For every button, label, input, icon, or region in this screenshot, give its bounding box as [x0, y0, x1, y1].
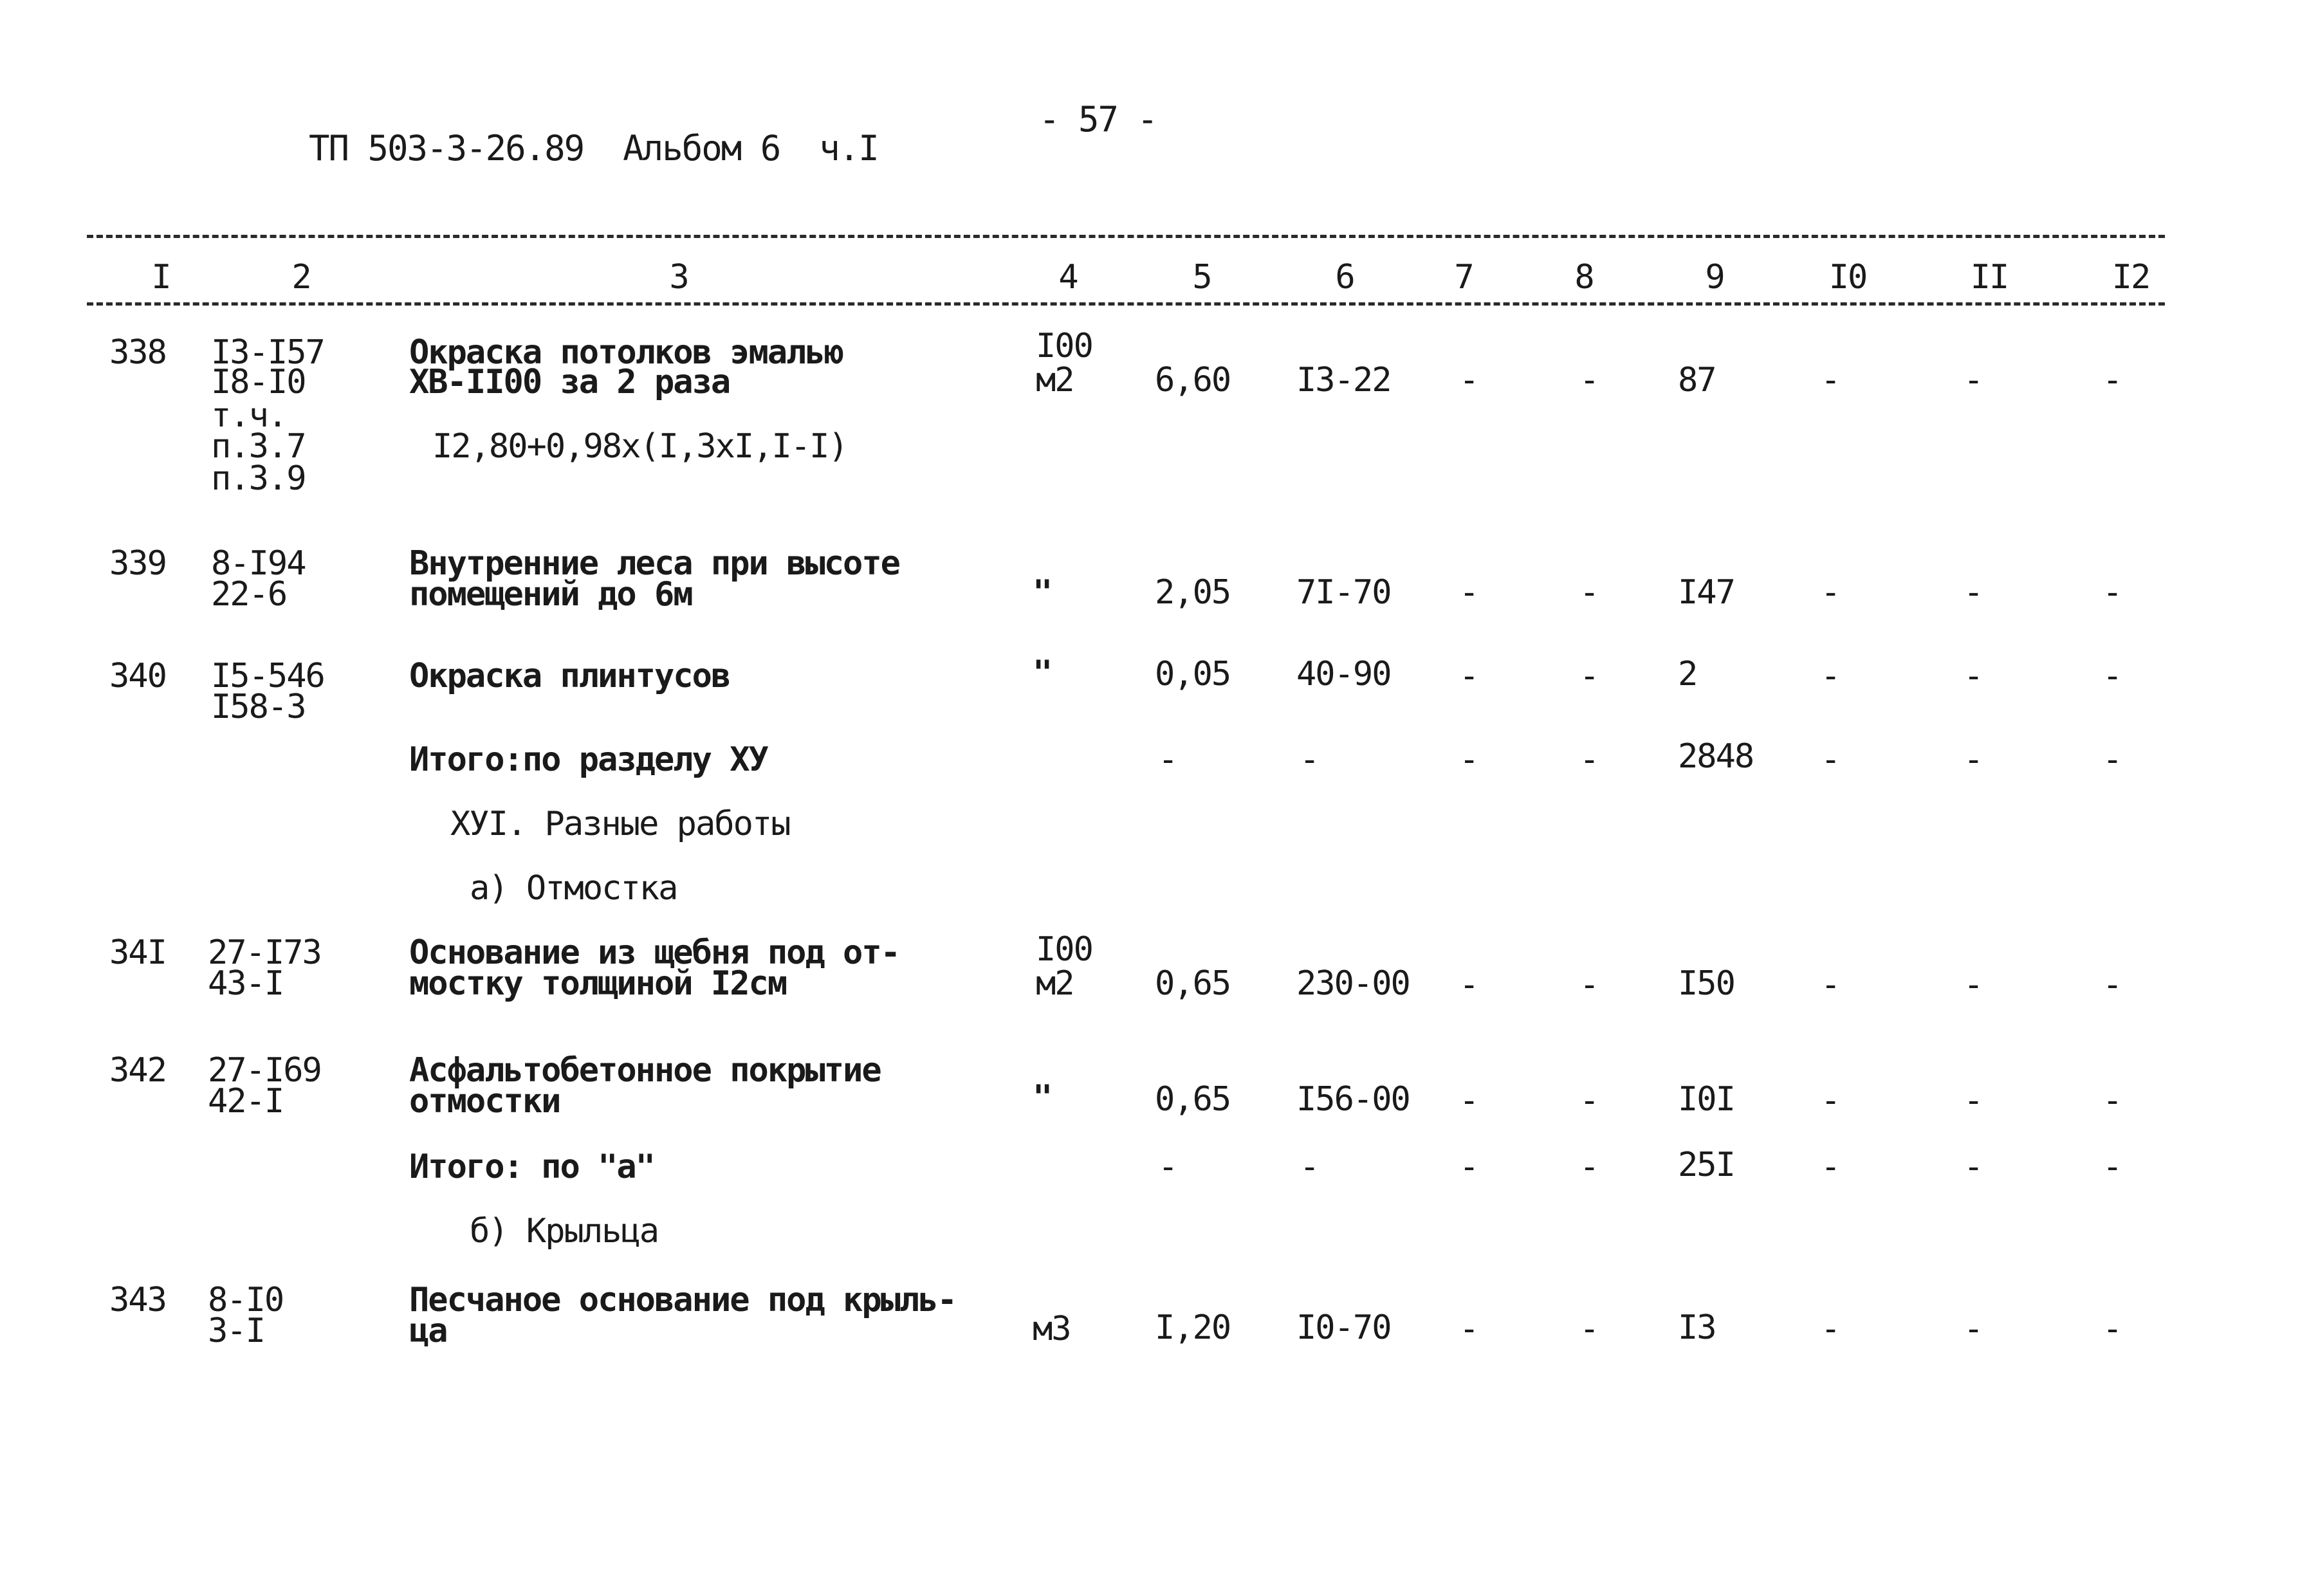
- norm-code: п.3.7: [211, 427, 306, 466]
- subsection-total-label: Итого: по "а": [409, 1148, 654, 1186]
- cell-col7: -: [1459, 657, 1478, 695]
- cell-col7: -: [1459, 573, 1478, 612]
- cell-col8: -: [1579, 740, 1599, 779]
- quantity: -: [1158, 740, 1177, 779]
- unit: I00: [1036, 327, 1092, 365]
- cell-col7: -: [1459, 361, 1478, 399]
- unit-ditto: ": [1033, 573, 1052, 612]
- total-cost: I50: [1678, 964, 1734, 1003]
- cell-col10: -: [1821, 1148, 1840, 1186]
- norm-code: I8-I0: [211, 363, 306, 401]
- row-number: 343: [109, 1281, 166, 1319]
- norm-code: 27-I73: [208, 933, 321, 972]
- cell-col11: -: [1964, 657, 1983, 695]
- cell-col11: -: [1964, 740, 1983, 779]
- cell-col11: -: [1964, 1310, 1983, 1348]
- calc-formula: I2,80+0,98x(I,3xI,I-I): [432, 427, 847, 466]
- total-cost: I0I: [1678, 1080, 1734, 1119]
- cell-col8: -: [1579, 361, 1599, 399]
- quantity: 0,65: [1155, 964, 1231, 1003]
- norm-code: 3-I: [208, 1312, 264, 1350]
- column-header: I: [151, 258, 170, 297]
- row-number: 338: [109, 333, 166, 372]
- section-total-label: Итого:по разделу ХУ: [409, 740, 768, 779]
- column-header: 2: [291, 258, 311, 297]
- document-reference: ТП 503-3-26.89 Альбом 6 ч.I: [309, 128, 878, 169]
- norm-code: 8-I0: [208, 1281, 284, 1319]
- cell-col7: -: [1459, 1310, 1478, 1348]
- work-description: Внутренние леса при высоте: [409, 544, 899, 583]
- cell-col8: -: [1579, 573, 1599, 612]
- work-description: Окраска потолков эмалью: [409, 333, 843, 372]
- quantity: 2,05: [1155, 573, 1231, 612]
- cell-col12: -: [2102, 573, 2122, 612]
- row-number: 34I: [109, 933, 166, 972]
- section-heading: ХУI. Разные работы: [450, 805, 790, 843]
- total-cost: 2848: [1678, 737, 1754, 776]
- cell-col11: -: [1964, 573, 1983, 612]
- unit-price: I56-00: [1296, 1080, 1410, 1119]
- norm-code: I58-3: [211, 688, 306, 726]
- unit-price: 230-00: [1296, 964, 1410, 1003]
- cell-col8: -: [1579, 1310, 1599, 1348]
- work-description: Окраска плинтусов: [409, 657, 730, 695]
- unit-ditto: ": [1033, 654, 1052, 692]
- unit-price: 7I-70: [1296, 573, 1391, 612]
- work-description: ХВ-II00 за 2 раза: [409, 363, 730, 401]
- total-cost: 25I: [1678, 1146, 1734, 1184]
- unit: м2: [1036, 361, 1074, 399]
- norm-code: 8-I94: [211, 544, 306, 583]
- total-cost: 2: [1678, 655, 1697, 693]
- quantity: 0,65: [1155, 1080, 1231, 1119]
- cell-col7: -: [1459, 966, 1478, 1004]
- unit: м3: [1033, 1310, 1071, 1348]
- cell-col12: -: [2102, 966, 2122, 1004]
- unit-price: -: [1300, 1148, 1319, 1186]
- norm-code: 43-I: [208, 964, 284, 1003]
- work-description: ца: [409, 1312, 447, 1350]
- row-number: 342: [109, 1051, 166, 1090]
- cell-col8: -: [1579, 966, 1599, 1004]
- norm-code: I5-546: [211, 657, 324, 695]
- cell-col11: -: [1964, 1148, 1983, 1186]
- cell-col10: -: [1821, 1310, 1840, 1348]
- cell-col7: -: [1459, 1148, 1478, 1186]
- cell-col12: -: [2102, 1310, 2122, 1348]
- page-number: - 57 -: [1039, 99, 1157, 140]
- norm-code: I3-I57: [211, 333, 324, 372]
- unit-price: I0-70: [1296, 1308, 1391, 1347]
- cell-col10: -: [1821, 573, 1840, 612]
- column-header: 4: [1058, 258, 1078, 297]
- cell-col12: -: [2102, 1081, 2122, 1120]
- column-header: 8: [1574, 258, 1594, 297]
- column-header: I0: [1828, 258, 1867, 297]
- unit: м2: [1036, 964, 1074, 1003]
- quantity: 6,60: [1155, 361, 1231, 399]
- unit-price: 40-90: [1296, 655, 1391, 693]
- norm-code: т.ч.: [211, 396, 287, 435]
- column-header: 5: [1192, 258, 1211, 297]
- cell-col10: -: [1821, 657, 1840, 695]
- cell-col12: -: [2102, 1148, 2122, 1186]
- quantity: -: [1158, 1148, 1177, 1186]
- work-description: помещений до 6м: [409, 575, 692, 614]
- cell-col10: -: [1821, 1081, 1840, 1120]
- cell-col11: -: [1964, 966, 1983, 1004]
- quantity: I,20: [1155, 1308, 1231, 1347]
- cell-col8: -: [1579, 1081, 1599, 1120]
- cell-col7: -: [1459, 1081, 1478, 1120]
- cell-col10: -: [1821, 966, 1840, 1004]
- work-description: мостку толщиной I2см: [409, 964, 787, 1003]
- header-top-rule: [87, 235, 2165, 238]
- norm-code: 22-6: [211, 575, 287, 614]
- column-header: 3: [669, 258, 688, 297]
- header-bottom-rule: [87, 302, 2165, 306]
- unit: I00: [1036, 930, 1092, 969]
- cell-col8: -: [1579, 1148, 1599, 1186]
- cell-col10: -: [1821, 740, 1840, 779]
- cell-col10: -: [1821, 361, 1840, 399]
- norm-code: 27-I69: [208, 1051, 321, 1090]
- column-header: 7: [1454, 258, 1473, 297]
- cell-col12: -: [2102, 361, 2122, 399]
- row-number: 340: [109, 657, 166, 695]
- row-number: 339: [109, 544, 166, 583]
- total-cost: I3: [1678, 1308, 1716, 1347]
- cell-col12: -: [2102, 740, 2122, 779]
- norm-code: п.3.9: [211, 459, 306, 498]
- total-cost: 87: [1678, 361, 1716, 399]
- work-description: Основание из щебня под от-: [409, 933, 899, 972]
- norm-code: 42-I: [208, 1082, 284, 1121]
- cell-col11: -: [1964, 361, 1983, 399]
- work-description: Асфальтобетонное покрытие: [409, 1051, 881, 1090]
- cell-col11: -: [1964, 1081, 1983, 1120]
- cell-col12: -: [2102, 657, 2122, 695]
- column-header: I2: [2111, 258, 2150, 297]
- cell-col7: -: [1459, 740, 1478, 779]
- unit-ditto: ": [1033, 1078, 1052, 1117]
- work-description: отмостки: [409, 1082, 560, 1121]
- column-header: 6: [1335, 258, 1354, 297]
- work-description: Песчаное основание под крыль-: [409, 1281, 956, 1319]
- cell-col8: -: [1579, 657, 1599, 695]
- column-header: 9: [1705, 258, 1724, 297]
- quantity: 0,05: [1155, 655, 1231, 693]
- subsection-heading: б) Крыльца: [470, 1212, 659, 1251]
- subsection-heading: а) Отмостка: [470, 869, 677, 908]
- unit-price: I3-22: [1296, 361, 1391, 399]
- total-cost: I47: [1678, 573, 1734, 612]
- column-header: II: [1970, 258, 2009, 297]
- unit-price: -: [1300, 740, 1319, 779]
